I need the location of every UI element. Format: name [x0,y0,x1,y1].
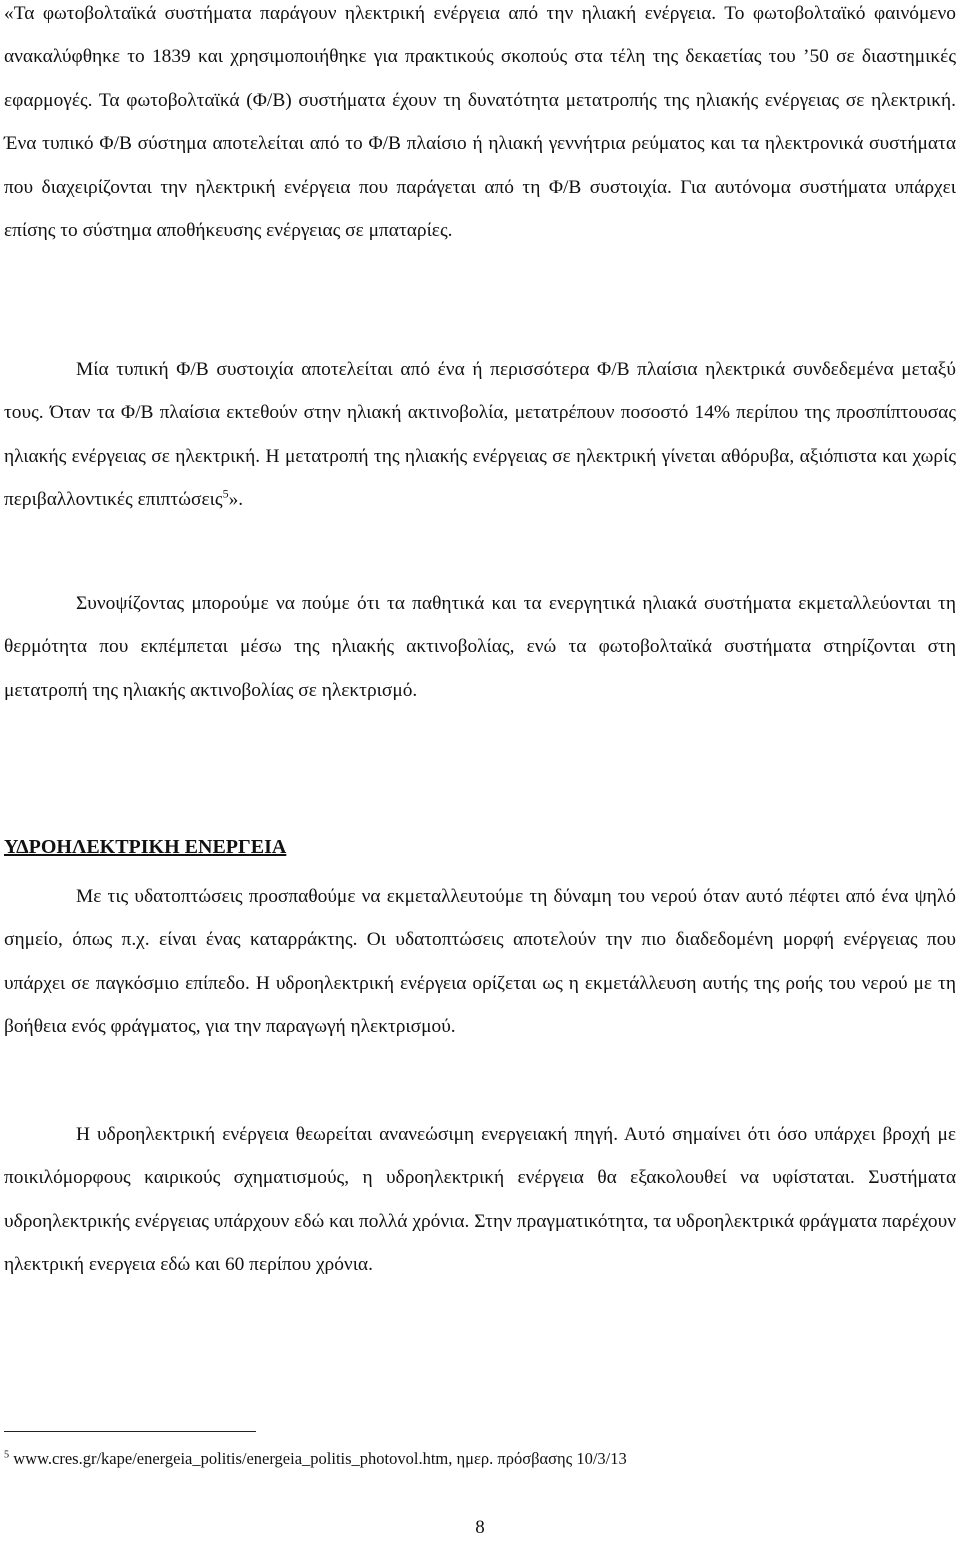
footnote [4,1448,627,1470]
paragraph-text: Μία τυπική Φ/Β συστοιχία αποτελείται από ένα ή περισσότερα Φ/Β πλαίσια ηλεκτρικά συνδεδεμένα μεταξύ τους. Όταν τα Φ/Β πλαίσια εκτεθούν στην ηλιακή ακτινοβολία, μετατρέπουν ποσοστό 14% περίπου της προσπίπτουσας ηλιακής ενέργειας σε ηλεκτρική. Η μετατροπή της ηλιακής ενέργειας σε ηλεκτρική γίνεται αθόρυβα, αξιόπιστα και χωρίς περιβαλλοντικές επιπτώσεις [4,359,956,511]
paragraph-hydroelectric-intro: Με τις υδατοπτώσεις προσπαθούμε να εκμεταλλευτούμε τη δύναμη του νερού όταν αυτό πέφτει από ένα ψηλό σημείο, όπως π.χ. είναι ένας καταρράκτης. Οι υδατοπτώσεις αποτελούν την πιο διαδεδομένη μορφή ενέργειας που υπάρχει σε παγκόσμιο επίπεδο. Η υδροηλεκτρική ενέργεια ορίζεται ως η εκμετάλλευση αυτής της ροής του νερού με τη βοήθεια ενός φράγματος, για την παραγωγή ηλεκτρισμού. [4,886,956,1038]
paragraph-photovoltaic-intro: «Τα φωτοβολταϊκά συστήματα παράγουν ηλεκτρική ενέργεια από την ηλιακή ενέργεια. Το φωτοβολταϊκό φαινόμενο ανακαλύφθηκε το 1839 και χρησιμοποιήθηκε για πρακτικούς σκοπούς στα τέλη της δεκαετίας του ’50 σε διαστημικές εφαρμογές. Τα φωτοβολταϊκά (Φ/Β) συστήματα έχουν τη δυνατότητα μετατροπής της ηλιακής ενέργειας σε ηλεκτρική. Ένα τυπικό Φ/Β σύστημα αποτελείται από το Φ/Β πλαίσιο ή ηλιακή γεννήτρια ρεύματος και τα ηλεκτρονικά συστήματα που διαχειρίζονται την ηλεκτρική ενέργεια που παράγεται από τη Φ/Β συστοιχία. Για αυτόνομα συστήματα υπάρχει επίσης το σύστημα αποθήκευσης ενέργειας σε μπαταρίες. [4,3,956,242]
page-number: 8 [475,1517,485,1538]
footnote-separator [4,1431,256,1432]
footnote-text: www.cres.gr/kape/energeia_politis/energeia_politis_photovol.htm, ημερ. πρόσβασης 10/3/13 [9,1449,627,1468]
paragraph-summary: Συνοψίζοντας μπορούμε να πούμε ότι τα παθητικά και τα ενεργητικά ηλιακά συστήματα εκμεταλλεύονται τη θερμότητα που εκπέμπεται μέσω της ηλιακής ακτινοβολίας, ενώ τα φωτοβολταϊκά συστήματα στηρίζονται στη μετατροπή της ηλιακής ακτινοβολίας σε ηλεκτρισμό. [4,593,956,701]
paragraph-photovoltaic-array [4,348,956,522]
closing-quote: ». [228,489,244,511]
section-heading-hydroelectric: ΥΔΡΟΗΛΕΚΤΡΙΚΗ ΕΝΕΡΓΕΙΑ [4,836,287,858]
paragraph-hydroelectric-renewable: Η υδροηλεκτρική ενέργεια θεωρείται ανανεώσιμη ενεργειακή πηγή. Αυτό σημαίνει ότι όσο υπάρχει βροχή με ποικιλόμορφους καιρικούς σχηματισμούς, η υδροηλεκτρική ενέργεια θα εξακολουθεί να υφίσταται. Συστήματα υδροηλεκτρικής ενέργειας υπάρχουν εδώ και πολλά χρόνια. Στην πραγματικότητα, τα υδροηλεκτρικά φράγματα παρέχουν ηλεκτρική ενεργεια εδώ και 60 περίπου χρόνια. [4,1124,956,1276]
footnote-reference: 5 [222,486,229,501]
footnote-number: 5 [4,1449,10,1461]
